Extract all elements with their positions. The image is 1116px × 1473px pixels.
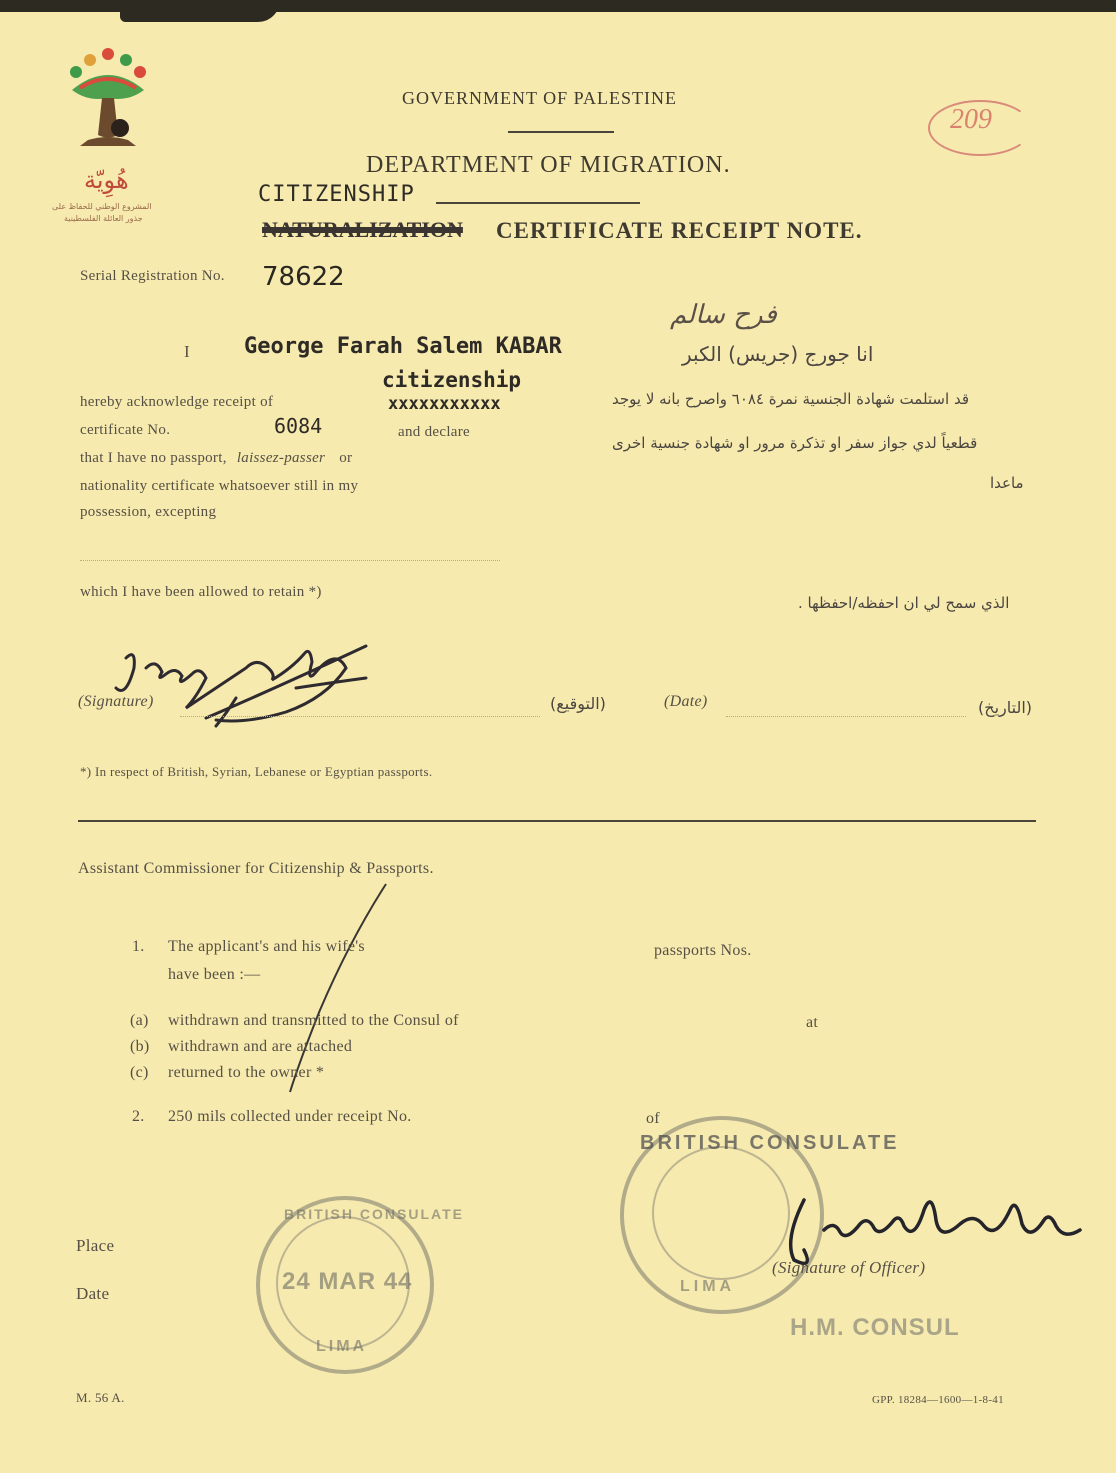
typed-citizenship: CITIZENSHIP	[258, 182, 415, 207]
arabic-handwritten-top: فرح سالم	[670, 300, 777, 330]
right-stamp-top-text: BRITISH CONSULATE	[640, 1132, 900, 1154]
form-code: M. 56 A.	[76, 1390, 125, 1405]
left-stamp-bottom-text: LIMA	[316, 1338, 368, 1355]
item-c-text: returned to the owner *	[168, 1064, 325, 1081]
item-a-at: at	[806, 1014, 819, 1031]
arabic-signature-label: (التوقيع)	[550, 694, 606, 713]
item-a-text: withdrawn and transmitted to the Consul of	[168, 1012, 459, 1029]
department-heading: DEPARTMENT OF MIGRATION.	[366, 152, 731, 178]
family-tree-icon	[58, 40, 158, 170]
office-date-label: Date	[76, 1284, 110, 1303]
item-b-text: withdrawn and are attached	[168, 1038, 353, 1055]
item-c-label: (c)	[130, 1064, 149, 1081]
item-1-number: 1.	[132, 938, 145, 955]
file-number: 209	[950, 104, 992, 135]
arabic-date-label: (التاريخ)	[978, 698, 1033, 717]
header-rule-1	[508, 131, 614, 133]
print-code: GPP. 18284—1600—1-8-41	[872, 1394, 1004, 1406]
declaration-line-1: hereby acknowledge receipt of	[80, 394, 274, 410]
item-2-number: 2.	[132, 1108, 145, 1125]
declaration-line-5: possession, excepting	[80, 504, 217, 520]
arabic-line-3: ماعدا	[990, 474, 1024, 492]
item-2-of: of	[646, 1110, 660, 1127]
item-1-passports: passports Nos.	[654, 942, 752, 959]
item-2-text: 250 mils collected under receipt No.	[168, 1108, 412, 1125]
officer-signature-label: (Signature of Officer)	[772, 1258, 926, 1277]
declaration-line-2-tail: and declare	[398, 424, 471, 440]
right-stamp-bottom-text: LIMA	[680, 1278, 736, 1295]
signature-label: (Signature)	[78, 693, 154, 710]
logo-arabic-name: هُوِيّة	[84, 166, 129, 194]
date-label: (Date)	[664, 693, 708, 710]
date-dotted-line	[726, 716, 966, 717]
applicant-signature-scribble	[96, 628, 416, 738]
certificate-no: 6084	[274, 414, 323, 438]
place-label: Place	[76, 1236, 115, 1255]
arabic-line-2: قطعياً لدي جواز سفر او تذكرة مرور او شهادة جنسية اخرى	[612, 434, 978, 452]
footnote: *) In respect of British, Syrian, Lebanese or Egyptian passports.	[80, 764, 433, 779]
certificate-title: CERTIFICATE RECEIPT NOTE.	[496, 218, 863, 243]
line3-tail: or	[339, 450, 353, 466]
arabic-line-1: قد استلمت شهادة الجنسية نمرة ٦٠٨٤ واصرح بانه لا يوجد	[612, 390, 969, 408]
government-heading: GOVERNMENT OF PALESTINE	[402, 88, 678, 108]
declaration-line-4: nationality certificate whatsoever still in my	[80, 478, 359, 494]
office-heading: Assistant Commissioner for Citizenship & Passports.	[78, 860, 434, 877]
left-stamp-top-text: BRITISH CONSULATE	[284, 1206, 464, 1222]
struck-x-text: xxxxxxxxxxx	[388, 394, 501, 414]
serial-label: Serial Registration No.	[80, 268, 225, 284]
excepting-dotted-line	[80, 560, 500, 561]
item-b-label: (b)	[130, 1038, 150, 1055]
retain-text: which I have been allowed to retain *)	[80, 584, 322, 600]
item-1-text: The applicant's and his wife's	[168, 938, 365, 955]
header-rule-2	[436, 202, 640, 204]
struck-naturalization: NATURALIZATION	[262, 217, 463, 242]
declaration-line-3	[80, 450, 352, 467]
certificate-no-label: certificate No.	[80, 422, 171, 438]
logo-subtitle-1: المشروع الوطني للحفاظ على	[52, 202, 152, 211]
declaration-pronoun: I	[184, 342, 190, 361]
arabic-retain: الذي سمح لي ان احفظه/احفظها .	[798, 594, 1010, 612]
item-1-line-2: have been :—	[168, 966, 261, 983]
arabic-name-line: انا جورج (جريس) الكبر	[682, 342, 874, 366]
line3-text: that I have no passport,	[80, 450, 227, 466]
consul-stamp-text: H.M. CONSUL	[790, 1314, 960, 1341]
heritage-logo	[52, 40, 158, 230]
left-stamp-date: 24 MAR 44	[282, 1268, 413, 1295]
signature-dotted-line	[180, 716, 540, 717]
applicant-name: George Farah Salem KABAR	[244, 334, 562, 359]
inserted-citizenship: citizenship	[382, 368, 522, 392]
serial-value: 78622	[262, 262, 345, 292]
item-a-label: (a)	[130, 1012, 149, 1029]
scan-top-notch	[120, 0, 280, 22]
section-divider	[78, 820, 1036, 822]
logo-subtitle-2: جذور العائلة الفلسطينية	[64, 214, 143, 223]
laissez-passer: laissez-passer	[236, 450, 326, 466]
